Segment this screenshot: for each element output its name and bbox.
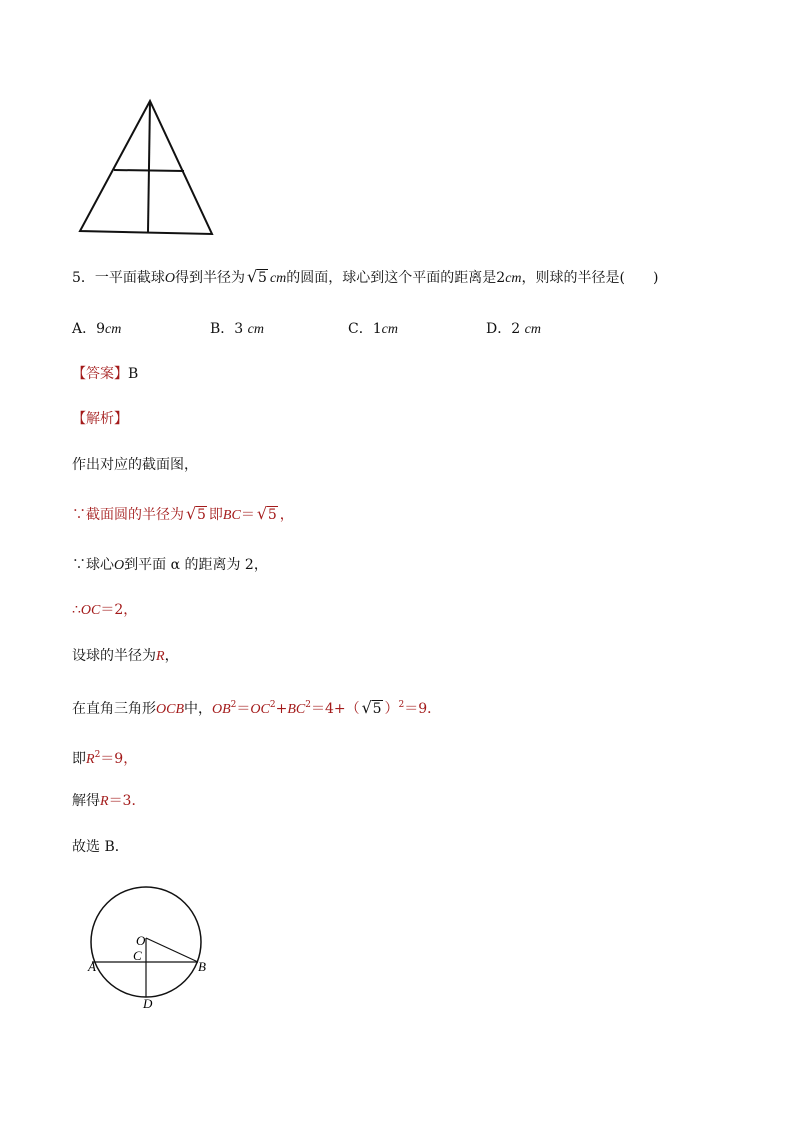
label-d: D [143, 996, 153, 1011]
step-1: 作出对应的截面图， [72, 457, 198, 473]
sqrt-expr: √ 5 [247, 267, 267, 286]
question-number: 5． [72, 270, 95, 286]
answer-line [72, 364, 138, 384]
step-6: 在直角三角形OCB中，$OB^2=OC^2+BC^2=4+$（ √ 5 ）$^2$＝9． [72, 698, 442, 717]
option-b: B．3 cm [210, 321, 264, 337]
option-d: D．2 cm [486, 321, 541, 337]
triangle-figure [70, 95, 225, 240]
step-2: ∵截面圆的半径为 √ 5 即BC＝ √ 5 ， [72, 504, 294, 523]
option-c: C．1cm [348, 321, 398, 337]
step-8: 解得R＝3． [72, 793, 146, 809]
triangle-outline [80, 101, 212, 234]
option-a: A．9cm [72, 321, 122, 337]
step-9: 故选 B． [72, 839, 129, 855]
step-4: ∴OC＝2， [72, 602, 138, 618]
label-o: O [136, 933, 146, 948]
label-c: C [133, 948, 142, 963]
analysis-tag: 【解析】 [72, 411, 128, 427]
circle-figure [80, 885, 220, 1015]
label-b: B [198, 959, 206, 974]
answer-tag: 【答案】 [72, 366, 128, 382]
step-7: 即$R^2=9$， [72, 750, 138, 767]
triangle-vertical-line [148, 101, 150, 232]
answer-value: B [128, 366, 139, 382]
step-3: ∵球心O到平面 α 的距离为 2， [72, 557, 268, 573]
question-line: 5．一平面截球O得到半径为 √ 5 cm的圆面，球心到这个平面的距离是2cm，则球的半径是( ) [72, 267, 659, 286]
triangle-horizontal-line [114, 170, 184, 171]
step-5: 设球的半径为R， [72, 648, 179, 664]
segment-ob [146, 938, 198, 962]
label-a: A [88, 959, 96, 974]
